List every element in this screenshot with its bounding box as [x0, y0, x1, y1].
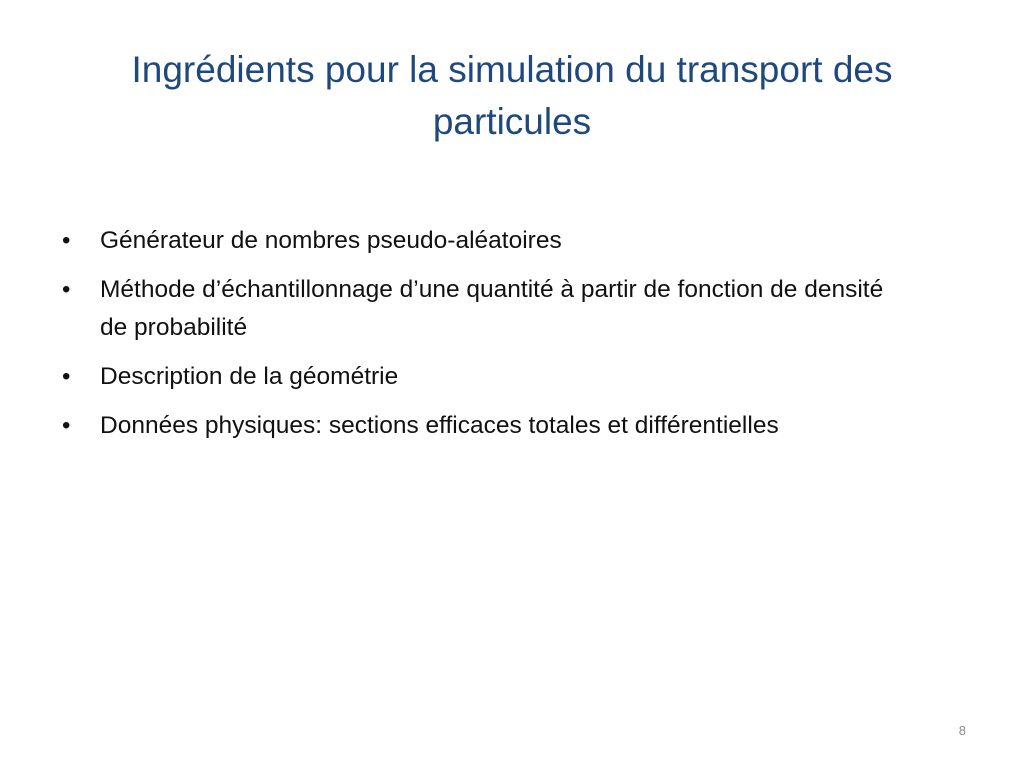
- page-number: 8: [958, 723, 966, 738]
- slide-title: Ingrédients pour la simulation du transport des particules: [131, 49, 893, 142]
- bullet-text: Description de la géométrie: [100, 363, 399, 390]
- bullet-dot-icon: •: [62, 412, 71, 439]
- bullet-text: Générateur de nombres pseudo-aléatoires: [100, 227, 562, 254]
- bullet-item: [60, 222, 890, 260]
- bullet-item: [60, 407, 890, 445]
- bullet-text: Méthode d’échantillonnage d’une quantité à partir de fonction de densité de probabilité: [100, 276, 884, 341]
- bullet-dot-icon: •: [62, 276, 71, 303]
- bullet-text: Données physiques: sections efficaces totales et différentielles: [100, 412, 779, 439]
- bullet-item: [60, 358, 890, 396]
- bullet-dot-icon: •: [62, 363, 71, 390]
- bullet-list: [60, 222, 890, 456]
- bullet-dot-icon: •: [62, 227, 71, 254]
- bullet-item: [60, 271, 890, 347]
